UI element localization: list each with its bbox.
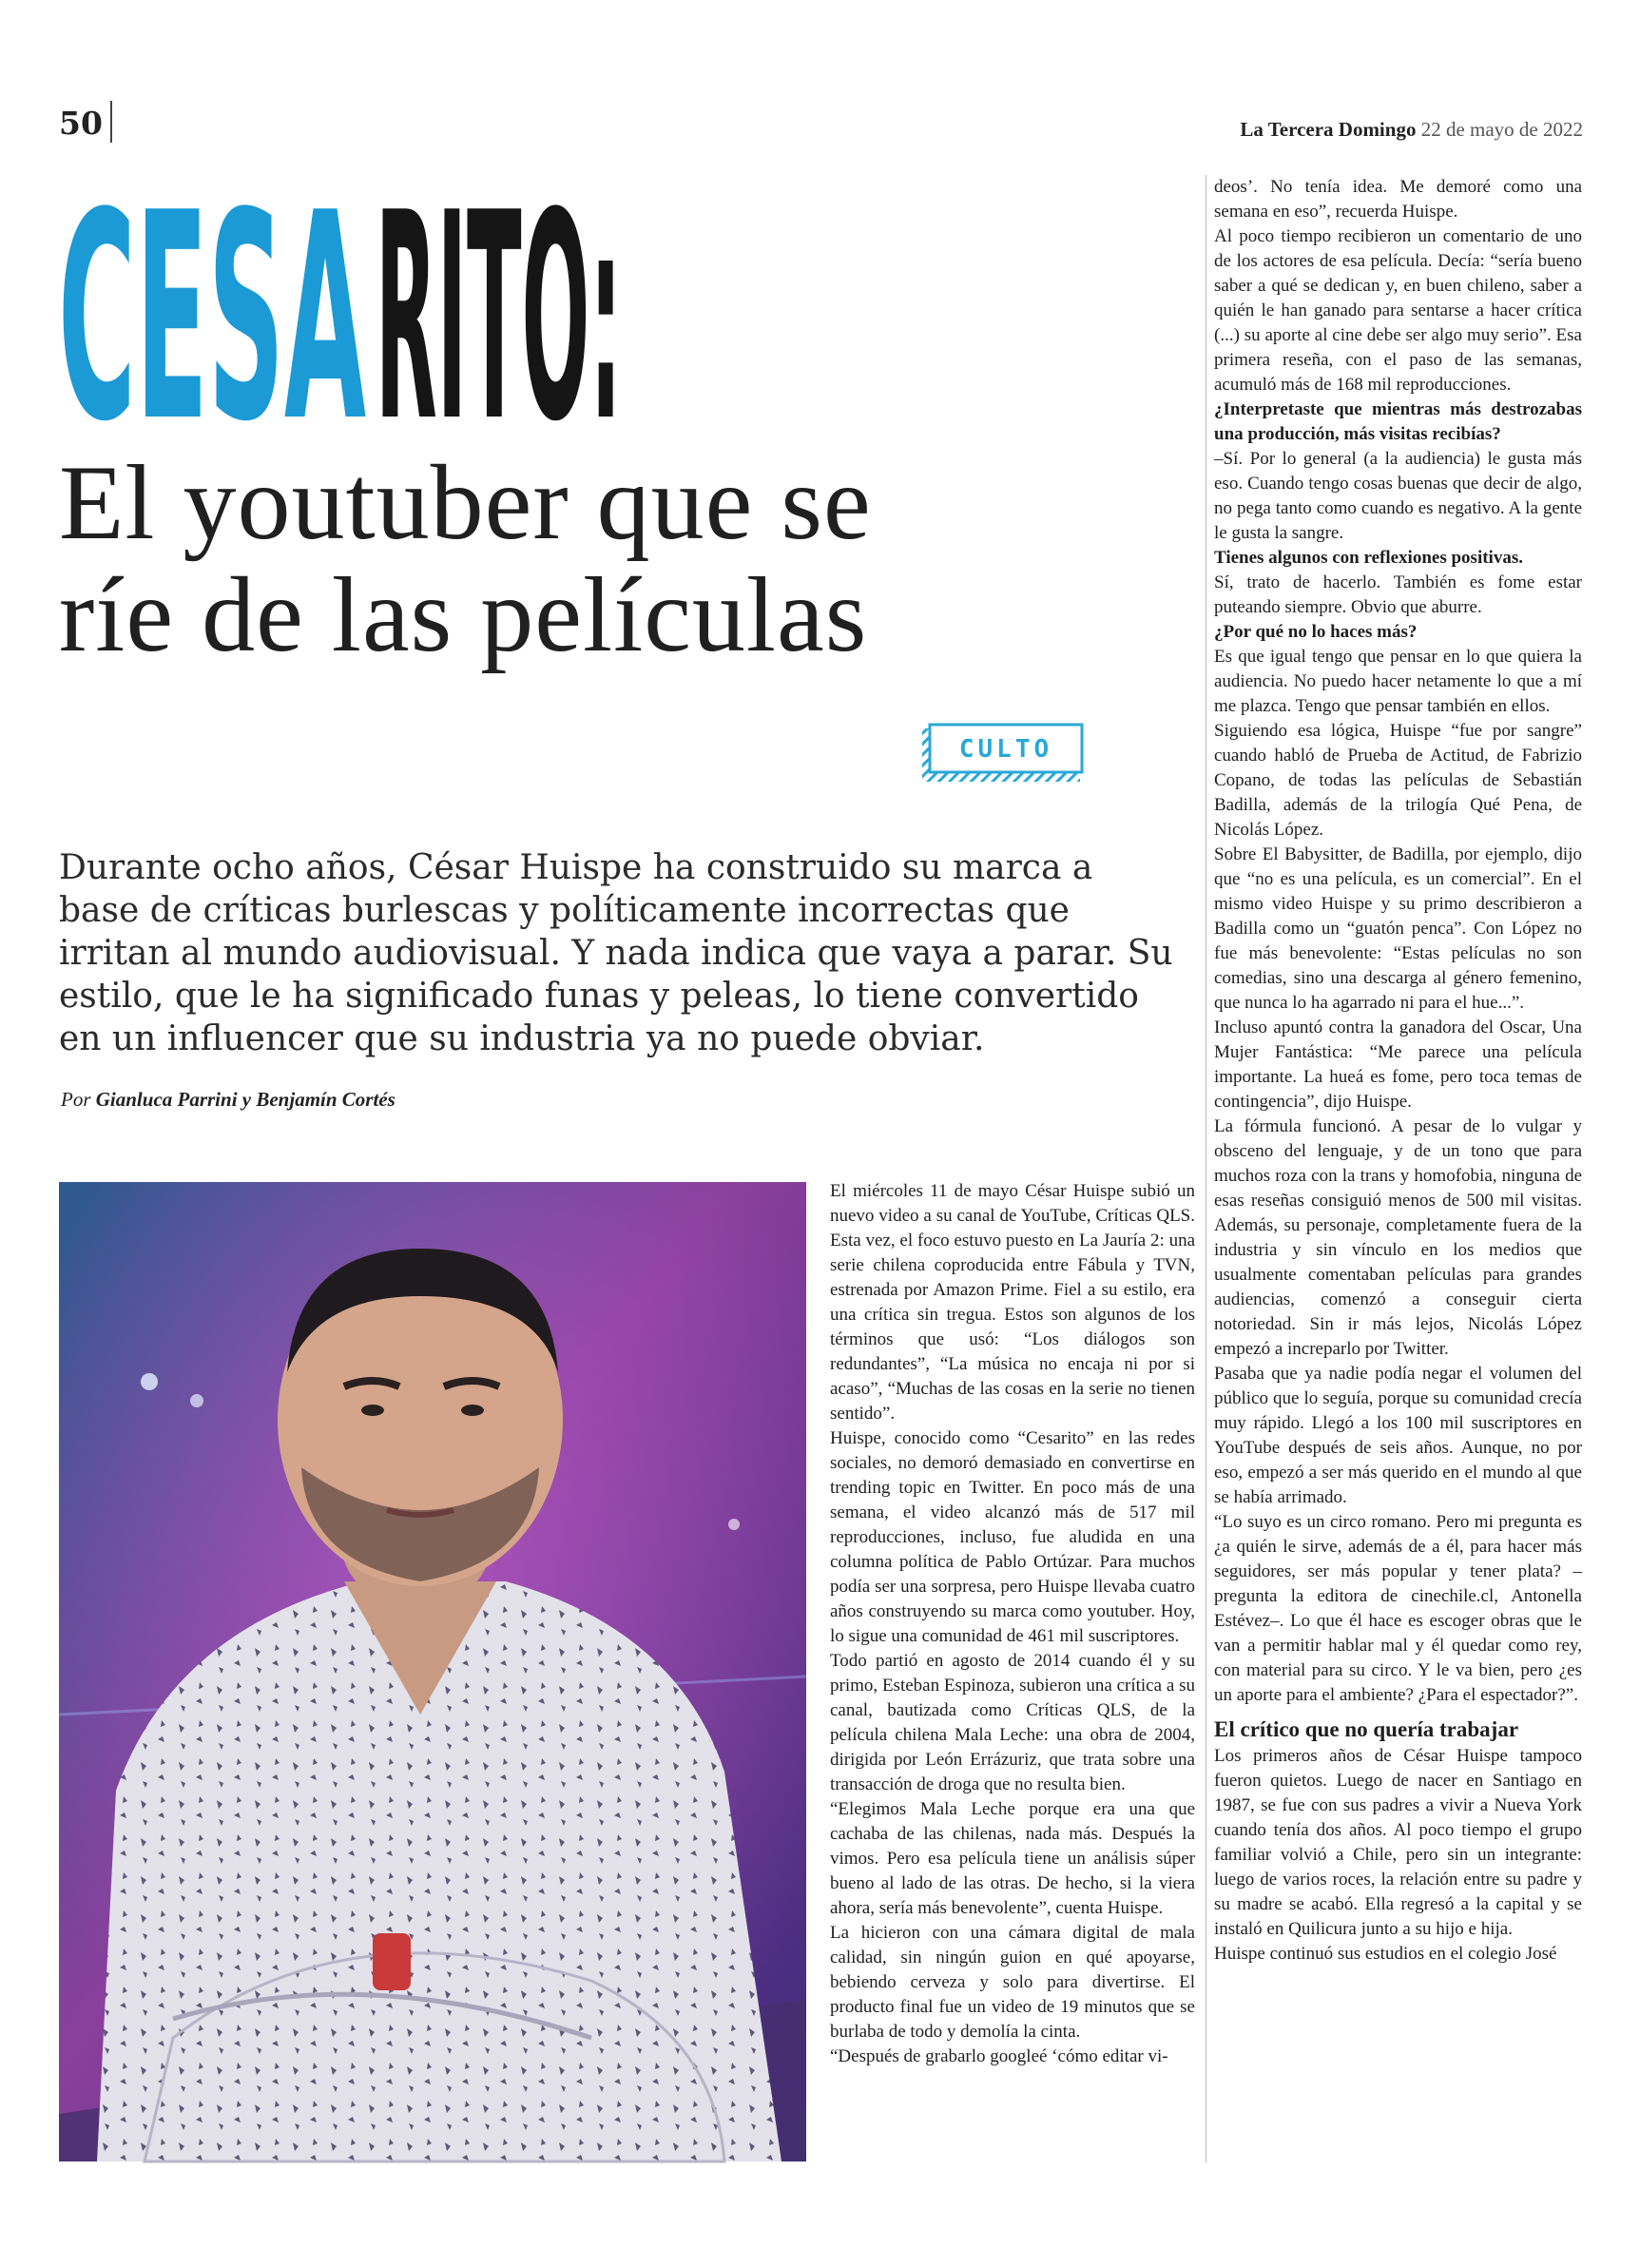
body-paragraph: Huispe continuó sus estudios en el colegio José — [1214, 1944, 1557, 1964]
section-subheading: El crítico que no quería trabajar — [1214, 1717, 1519, 1741]
kicker-part1: CESA — [58, 151, 367, 484]
page-number: 50 — [59, 105, 103, 142]
dateline — [1240, 118, 1583, 142]
body-column-2 — [1214, 175, 1582, 1967]
kicker-title — [57, 151, 627, 484]
headline — [59, 444, 991, 674]
interview-answer: Sí, trato de hacerlo. También es fome estar puteando siempre. Obvio que aburre. — [1214, 572, 1582, 617]
portrait-photo — [59, 1182, 806, 2161]
body-paragraph: “Lo suyo es un circo romano. Pero mi pregunta es ¿a quién le sirve, además de a él, para hacer más seguidores, ser más popular y tener plata? –pregunta la editora de cinechile.cl, Antonella Estévez–. Lo que él hace es escoger obras que le van a permitir hablar mal y él quedar como rey, con material para su circo. Y le va bien, pero ¿es un aporte para el ambiente? ¿Para el espectador?”. — [1214, 1512, 1582, 1705]
body-paragraph: Los primeros años de César Huispe tampoco fueron quietos. Luego de nacer en Santiago en 1987, se fue con sus padres a vivir a Nueva York cuando tenía dos años. Al poco tiempo el grupo familiar volvió a Chile, pero sin un integrante: luego de varios roces, la relación entre su padre y su madre se acabó. Ella regresó a la capital y se instaló en Quilicura junto a su hijo e hija. — [1214, 1746, 1582, 1939]
lede-paragraph: Durante ocho años, César Huispe ha construido su marca a base de críticas burlescas y políticamente incorrectas que irritan al mundo audiovisual. Y nada indica que vaya a parar. Su estilo, que le ha significado funas y peleas, lo tiene convertido en un influencer que su industria ya no puede obviar. — [59, 848, 1173, 1058]
body-column-1 — [830, 1179, 1195, 2069]
body-paragraph: Incluso apuntó contra la ganadora del Oscar, Una Mujer Fantástica: “Me parece una película importante. La hueá es fome, pero toca temas de contingencia”, dijo Huispe. — [1214, 1018, 1582, 1112]
kicker-part2: RITO: — [375, 151, 622, 484]
body-paragraph: El miércoles 11 de mayo César Huispe subió un nuevo video a su canal de YouTube, Críticas QLS. Esta vez, el foco estuvo puesto en La Jauría 2: una serie chilena coproducida entre Fábula y TVN, estrenada por Amazon Prime. Fiel a su estilo, era una crítica sin tregua. Estos son algunos de los términos que usó: “Los diálogos son redundantes”, “La música no encaja ni por si acaso”, “Muchas de las cosas en la serie no tienen sentido”. — [830, 1181, 1195, 1424]
issue-date: 22 de mayo de 2022 — [1420, 118, 1583, 141]
interview-question: Tienes algunos con reflexiones positivas. — [1214, 548, 1523, 568]
body-paragraph: La fórmula funcionó. A pesar de lo vulgar y obsceno del lenguaje, y de un tono que para muchos roza con la trans y homofobia, ninguna de esas reseñas consiguió menos de 500 mil visitas. Además, su personaje, completamente fuera de la industria y sin vínculo en los medios que usualmente comentaban películas para grandes audiencias, comenzó a conseguir cierta notoriedad. Sin ir más lejos, Nicolás López empezó a increparlo por Twitter. — [1214, 1116, 1582, 1359]
interview-question: ¿Interpretaste que mientras más destrozabas una producción, más visitas recibías? — [1214, 399, 1582, 444]
byline-authors: Gianluca Parrini y Benjamín Cortés — [95, 1088, 396, 1111]
folio-divider — [110, 101, 112, 143]
publication-name: La Tercera Domingo — [1240, 118, 1417, 141]
body-paragraph: Huispe, conocido como “Cesarito” en las redes sociales, no demoró demasiado en convertirse en trending topic en Twitter. En poco más de una semana, el video alcanzó más de 517 mil reproducciones, incluso, fue aludida en una columna política de Pablo Ortúzar. Para muchos podía ser una sorpresa, pero Huispe llevaba cuatro años construyendo su marca como youtuber. Hoy, lo sigue una comunidad de 461 mil suscriptores. — [830, 1428, 1195, 1646]
body-paragraph: Pasaba que ya nadie podía negar el volumen del público que lo seguía, porque su comunidad crecía muy rápido. Llegó a los 100 mil suscriptores en YouTube después de seis años. Aunque, no por eso, empezó a ser más querido en el mundo al que se había arrimado. — [1214, 1364, 1582, 1507]
body-paragraph: “Elegimos Mala Leche porque era una que cachaba de las chilenas, nada más. Después la vimos. Pero esa película tiene un análisis súper bueno al lado de las otras. De hecho, si la viera ahora, sería más benevolente”, cuenta Huispe. — [830, 1799, 1195, 1918]
culto-section-badge — [920, 723, 1086, 789]
body-paragraph: La hicieron con una cámara digital de mala calidad, sin ningún guion en qué apoyarse, bebiendo cerveza y solo para divertirse. El producto final fue un video de 19 minutos que se burlaba de todo y demolía la cinta. — [830, 1923, 1195, 2042]
body-paragraph: deos’. No tenía idea. Me demoré como una semana en eso”, recuerda Huispe. — [1214, 177, 1582, 222]
headline-line-2: ríe de las películas — [59, 556, 868, 674]
interview-answer: –Sí. Por lo general (a la audiencia) le gusta más eso. Cuando tengo cosas buenas que decir de algo, no pega tanto como cuando es negativo. A la gente le gusta la sangre. — [1214, 449, 1582, 543]
body-paragraph: Todo partió en agosto de 2014 cuando él y su primo, Esteban Espinoza, subieron una crítica a su canal, bautizada como Críticas QLS, de la película chilena Mala Leche: una obra de 2004, dirigida por León Errázuriz, que trata sobre una transacción de droga que no resulta bien. — [830, 1651, 1195, 1794]
byline — [61, 1088, 396, 1112]
byline-prefix: Por — [61, 1088, 91, 1111]
body-paragraph: Sobre El Babysitter, de Badilla, por ejemplo, dijo que “no es una película, es un comercial”. En el mismo video Huispe y su primo describieron a Badilla como un “guatón penca”. Con López no fue más benevolente: “Estas películas no son comedias, sino una descarga al género femenino, que nunca lo ha agarrado ni para el hue...”. — [1214, 844, 1582, 1013]
body-paragraph: “Después de grabarlo googleé ‘cómo editar vi- — [830, 2046, 1168, 2066]
body-paragraph: Siguiendo esa lógica, Huispe “fue por sangre” cuando habló de Prueba de Actitud, de Fabrizio Copano, de todas las películas de Sebastián Badilla, además de la trilogía Qué Pena, de Nicolás López. — [1214, 721, 1582, 840]
culto-label: CULTO — [958, 735, 1053, 764]
headline-line-1: El youtuber que se — [59, 444, 872, 562]
body-paragraph: Al poco tiempo recibieron un comentario de uno de los actores de esa película. Decía: “sería bueno saber a qué se dedican y, en buen chileno, saber a quién le han ganado para sentarse a hacer crítica (...) su aporte al cine debe ser algo muy serio”. Esa primera reseña, con el paso de las semanas, acumuló más de 168 mil reproducciones. — [1214, 226, 1582, 395]
interview-answer: Es que igual tengo que pensar en lo que quiera la audiencia. No puedo hacer netamente lo que a mí me plazca. Tengo que pensar también en ellos. — [1214, 647, 1582, 716]
interview-question: ¿Por qué no lo haces más? — [1214, 622, 1418, 642]
